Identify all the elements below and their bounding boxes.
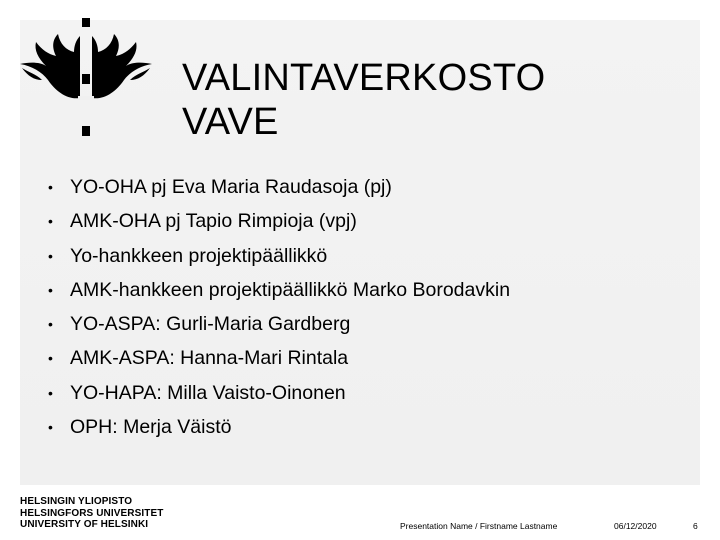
university-name-en: UNIVERSITY OF HELSINKI	[20, 519, 149, 530]
bullet-icon: •	[48, 281, 53, 298]
slide-title-line-2: VAVE	[182, 101, 279, 143]
bullet-icon: •	[48, 350, 53, 367]
university-name-fi: HELSINGIN YLIOPISTO	[20, 496, 133, 507]
bullet-icon: •	[48, 384, 53, 401]
slide-title-line-1: VALINTAVERKOSTO	[182, 57, 546, 99]
list-item	[48, 377, 510, 411]
list-item	[48, 240, 510, 274]
bullet-icon: •	[48, 179, 53, 195]
bullet-text: AMK-hankkeen projektipäällikkö Marko Borodavkin	[70, 278, 511, 301]
list-item	[48, 171, 510, 205]
footer-date: 06/12/2020	[614, 521, 657, 531]
slide-title	[182, 56, 545, 144]
university-name-sv: HELSINGFORS UNIVERSITET	[20, 507, 164, 519]
bullet-text: AMK-OHA pj Tapio Rimpioja (vpj)	[70, 210, 357, 233]
bullet-text: AMK-ASPA: Hanna-Mari Rintala	[70, 347, 349, 370]
list-item	[48, 342, 510, 376]
university-logo-icon	[18, 18, 163, 143]
bullet-icon: •	[48, 213, 53, 230]
bullet-icon: •	[48, 419, 53, 436]
bullet-list	[48, 171, 510, 445]
list-item	[48, 205, 510, 239]
list-item	[48, 308, 510, 342]
bullet-text: YO-ASPA: Gurli-Maria Gardberg	[70, 313, 351, 336]
bullet-icon: •	[48, 316, 53, 333]
list-item	[48, 411, 510, 445]
university-name	[20, 496, 163, 531]
page-number: 6	[693, 521, 698, 531]
list-item	[48, 274, 510, 308]
presentation-name: Presentation Name / Firstname Lastname	[400, 521, 558, 531]
bullet-text: YO-HAPA: Milla Vaisto-Oinonen	[70, 381, 346, 404]
bullet-text: Yo-hankkeen projektipäällikkö	[70, 244, 328, 267]
bullet-text: YO-OHA pj Eva Maria Raudasoja (pj)	[70, 176, 392, 198]
bullet-icon: •	[48, 247, 53, 264]
bullet-text: OPH: Merja Väistö	[70, 416, 232, 439]
